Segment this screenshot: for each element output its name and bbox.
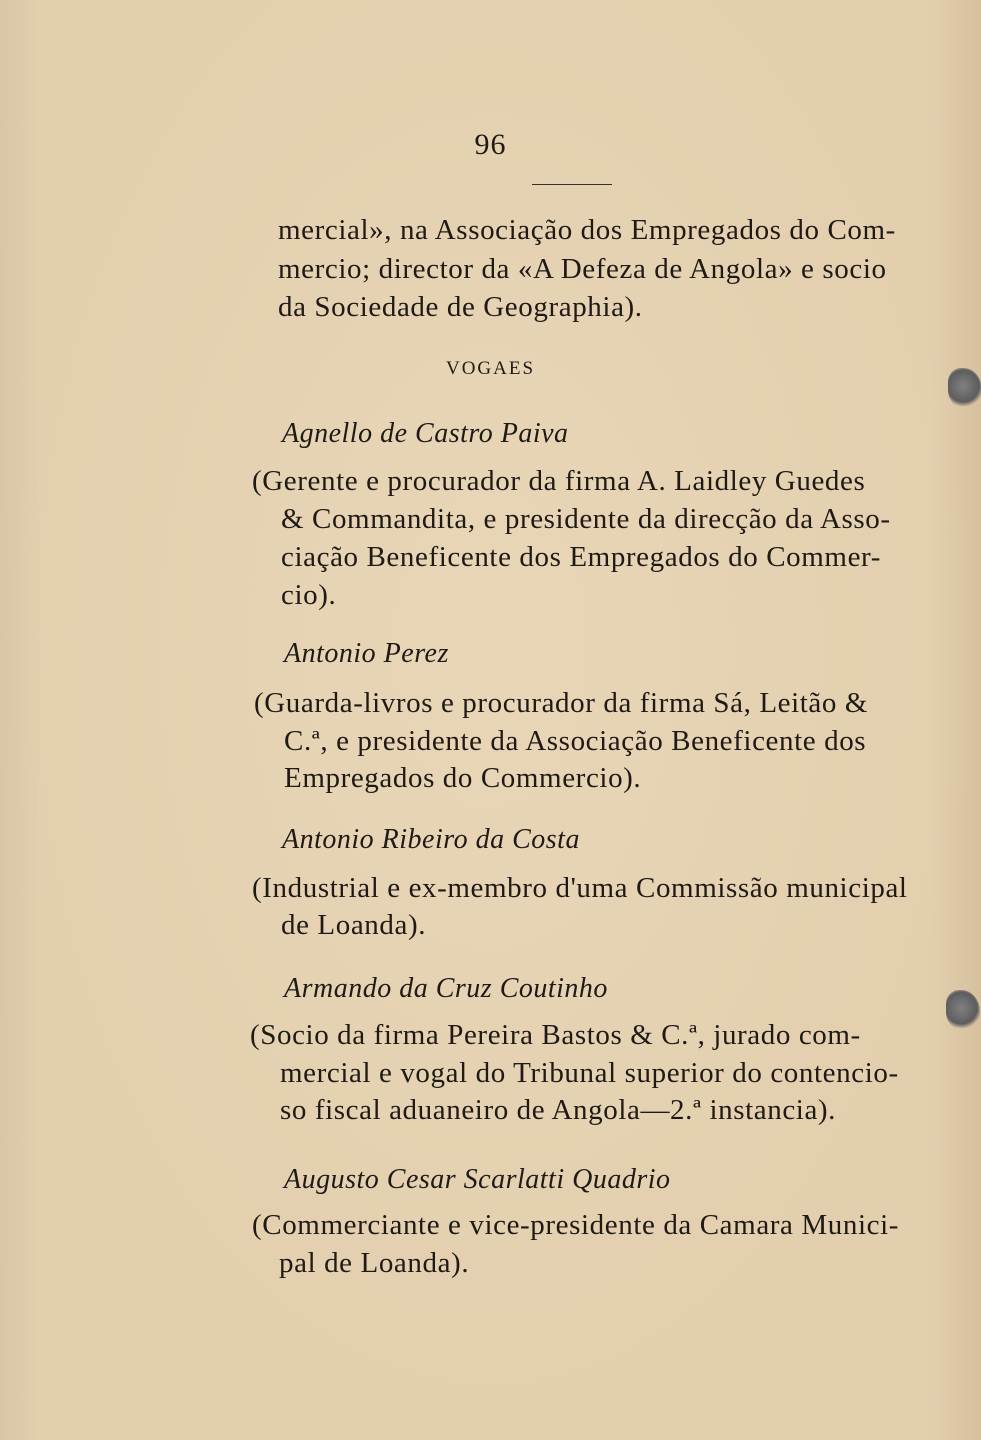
separator-rule: [532, 184, 612, 185]
member-description-line: mercial e vogal do Tribunal superior do contencio-: [280, 1057, 899, 1089]
member-description-line: Empregados do Commercio).: [284, 762, 642, 794]
intro-line-1: mercial», na Associação dos Empregados do Com-: [278, 214, 896, 246]
member-name: Agnello de Castro Paiva: [282, 418, 569, 449]
member-description-line: (Industrial e ex-membro d'uma Commissão municipal: [252, 872, 908, 904]
member-name: Antonio Perez: [284, 638, 449, 669]
page-edge-stain: [946, 990, 980, 1030]
member-description-line: C.ª, e presidente da Associação Beneficente dos: [284, 725, 867, 757]
member-name: Augusto Cesar Scarlatti Quadrio: [284, 1164, 671, 1195]
page-edge-stain: [948, 368, 981, 408]
member-description-line: (Socio da firma Pereira Bastos & C.ª, jurado com-: [250, 1019, 861, 1051]
member-description-line: pal de Loanda).: [279, 1247, 470, 1279]
section-heading: VOGAES: [445, 358, 536, 379]
intro-line-2: mercio; director da «A Defeza de Angola» e socio: [278, 253, 887, 285]
member-description-line: ciação Beneficente dos Empregados do Commer-: [281, 541, 881, 573]
member-description-line: so fiscal aduaneiro de Angola—2.ª instancia).: [280, 1094, 837, 1126]
member-description-line: (Guarda-livros e procurador da firma Sá, Leitão &: [254, 687, 869, 719]
member-description-line: cio).: [281, 579, 337, 611]
page-number: 96: [474, 128, 507, 161]
member-description-line: de Loanda).: [281, 909, 427, 941]
member-description-line: (Commerciante e vice-presidente da Camara Munici-: [252, 1209, 899, 1241]
intro-line-3: da Sociedade de Geographia).: [278, 291, 643, 323]
member-name: Antonio Ribeiro da Costa: [282, 824, 580, 855]
member-description-line: (Gerente e procurador da firma A. Laidley Guedes: [252, 465, 866, 497]
member-name: Armando da Cruz Coutinho: [284, 973, 608, 1004]
member-description-line: & Commandita, e presidente da direcção da Asso-: [281, 503, 891, 535]
